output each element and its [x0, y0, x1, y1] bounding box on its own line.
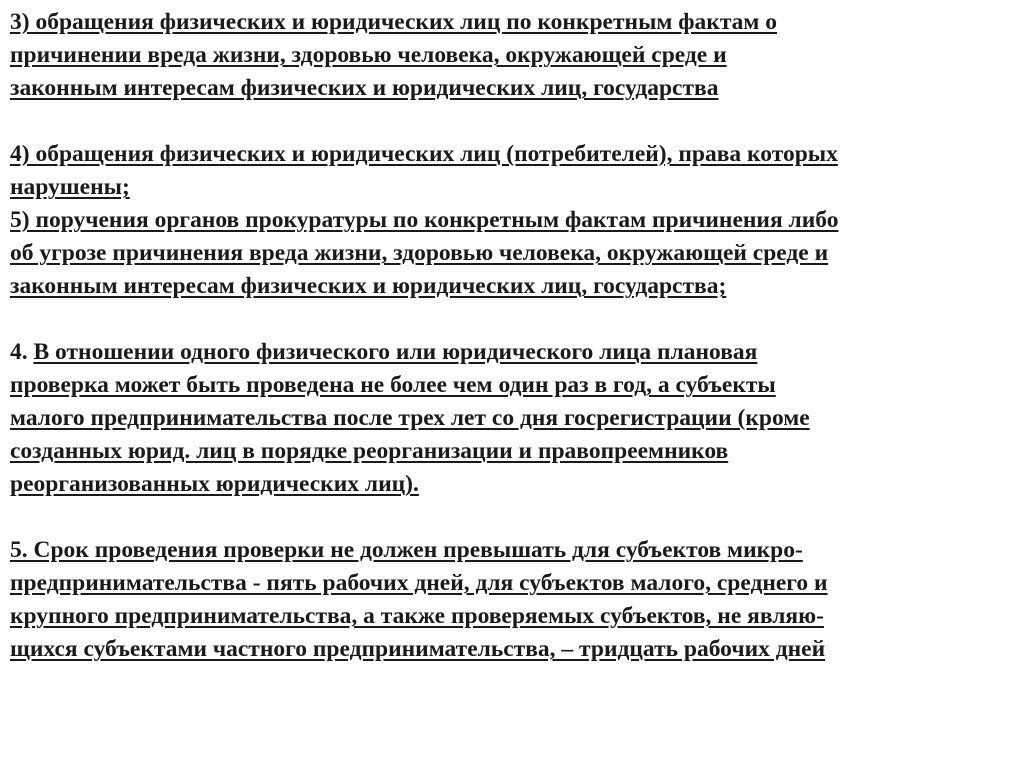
section-4-number: 4.: [10, 339, 34, 365]
paragraph-gap: [10, 105, 1018, 138]
section-4-line-4: созданных юрид. лиц в порядке реорганизации и правопреемников: [10, 438, 729, 464]
section-4-line-2: проверка может быть проведена не более чем один раз в год, а субъекты: [10, 372, 776, 398]
paragraph-5-line-1: 5) поручения органов прокуратуры по конкретным фактам причинения либо: [10, 207, 839, 233]
section-4-line-3: малого предпринимательства после трех лет со дня госрегистрации (кроме: [10, 405, 810, 431]
section-5-line-4: щихся субъектами частного предпринимательства, – тридцать рабочих дней: [10, 636, 826, 662]
section-4-text-1: В отношении одного физического или юридического лица плановая: [33, 339, 758, 365]
paragraph-gap: [10, 303, 1018, 336]
paragraph-5-line-3: законным интересам физических и юридических лиц, государства;: [10, 273, 727, 299]
section-5-line-3: крупного предпринимательства, а также проверяемых субъектов, не являю-: [10, 603, 824, 629]
slide-text: [10, 6, 1018, 666]
paragraph-gap: [10, 501, 1018, 534]
paragraph-5-line-2: об угрозе причинения вреда жизни, здоровью человека, окружающей среде и: [10, 240, 829, 266]
section-4-line-5: реорганизованных юридических лиц).: [10, 471, 419, 497]
paragraph-4-line-2: нарушены;: [10, 174, 130, 200]
paragraph-4-line-1: 4) обращения физических и юридических лиц (потребителей), права которых: [10, 141, 838, 167]
section-5-line-2: предпринимательства - пять рабочих дней, для субъектов малого, среднего и: [10, 570, 828, 596]
paragraph-3-line-1: 3) обращения физических и юридических лиц по конкретным фактам о: [10, 9, 778, 35]
paragraph-3-line-3: законным интересам физических и юридических лиц, государства: [10, 75, 719, 101]
section-4-line-1: [10, 336, 1018, 369]
paragraph-3-line-2: причинении вреда жизни, здоровью человека, окружающей среде и: [10, 42, 727, 68]
section-5-line-1: 5. Срок проведения проверки не должен превышать для субъектов микро-: [10, 537, 803, 563]
